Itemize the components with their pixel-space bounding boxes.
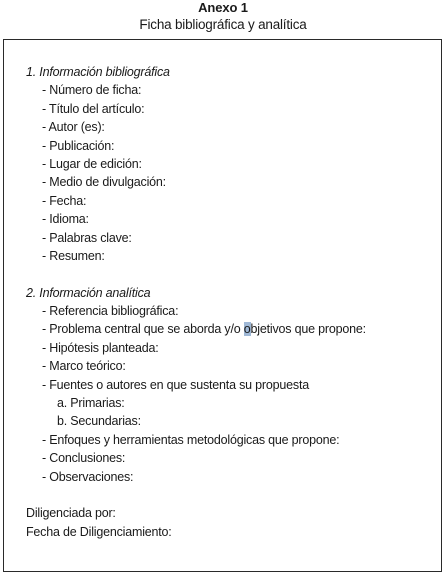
field-problema-central xyxy=(26,320,436,338)
document-title: Anexo 1 xyxy=(198,0,248,15)
field-referencia-bibliografica: - Referencia bibliográfica: xyxy=(42,304,179,319)
field-palabras-clave: - Palabras clave: xyxy=(42,230,132,245)
field-fuentes-primarias: a. Primarias: xyxy=(57,396,125,411)
field-autor: - Autor (es): xyxy=(42,120,105,135)
field-idioma: - Idioma: xyxy=(42,212,89,227)
text-selection-highlight[interactable]: o xyxy=(243,322,251,337)
problema-text-before: - Problema central que se aborda y/o xyxy=(42,322,244,337)
problema-text-after: bjetivos que propone: xyxy=(250,322,366,337)
field-lugar-edicion: - Lugar de edición: xyxy=(42,156,142,171)
field-hipotesis: - Hipótesis planteada: xyxy=(42,340,159,355)
document-subtitle: Ficha bibliográfica y analítica xyxy=(139,17,307,32)
spacer xyxy=(26,265,436,283)
spacer xyxy=(26,486,436,504)
field-resumen: - Resumen: xyxy=(42,248,105,263)
field-marco-teorico: - Marco teórico: xyxy=(42,359,126,374)
field-fecha-diligenciamiento: Fecha de Diligenciamiento: xyxy=(26,524,172,539)
field-conclusiones: - Conclusiones: xyxy=(42,451,126,466)
field-observaciones: - Observaciones: xyxy=(42,469,134,484)
field-fecha: - Fecha: xyxy=(42,193,87,208)
field-fuentes-secundarias: b. Secundarias: xyxy=(57,414,141,429)
field-enfoques-herramientas: - Enfoques y herramientas metodológicas que propone: xyxy=(42,432,340,447)
field-numero-ficha: - Número de ficha: xyxy=(42,83,142,98)
form-content xyxy=(26,63,436,541)
field-medio-divulgacion: - Medio de divulgación: xyxy=(42,175,166,190)
section-analytic-heading: 2. Información analítica xyxy=(26,285,151,300)
field-titulo-articulo: - Título del artículo: xyxy=(42,101,145,116)
field-publicacion: - Publicación: xyxy=(42,138,115,153)
field-diligenciada-por: Diligenciada por: xyxy=(26,506,116,521)
section-bibliographic-heading: 1. Información bibliográfica xyxy=(26,65,170,79)
field-fuentes-autores: - Fuentes o autores en que sustenta su propuesta xyxy=(42,377,309,392)
